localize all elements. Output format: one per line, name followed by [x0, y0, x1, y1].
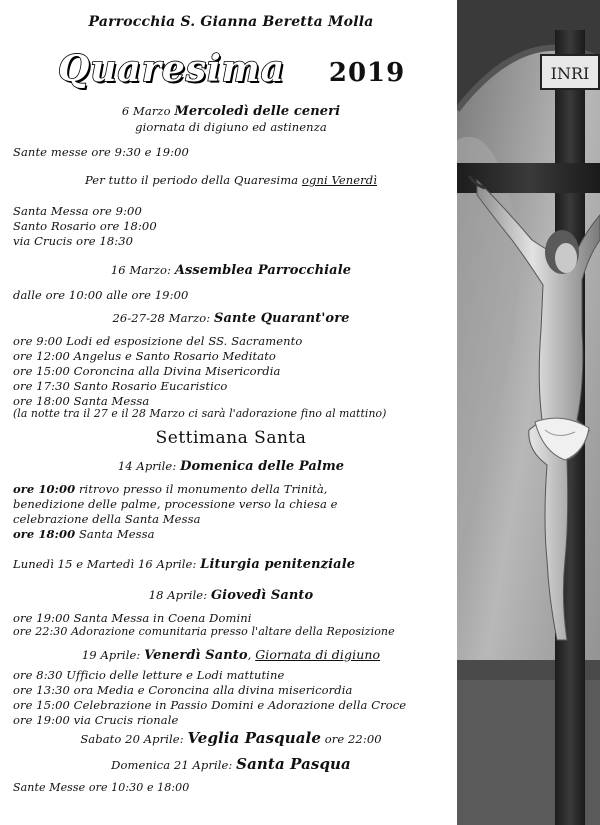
quarantore-date: 26-27-28 Marzo:	[112, 311, 211, 325]
easter-vigil-time: ore 22:00	[324, 732, 382, 746]
inri-text: INRI	[550, 64, 590, 83]
quarantore-line: ore 9:00 Lodi ed esposizione del SS. Sacramento	[13, 334, 303, 348]
assembly-time: dalle ore 10:00 alle ore 19:00	[13, 288, 189, 302]
palm-sunday-time: ore 18:00	[13, 527, 76, 541]
fridays-heading	[0, 173, 462, 187]
holy-thursday-heading	[0, 588, 462, 603]
good-friday-line: ore 19:00 via Crucis rionale	[13, 713, 179, 727]
holy-thursday-date: 18 Aprile:	[148, 588, 208, 602]
penitential-heading	[13, 557, 355, 572]
palm-sunday-line	[13, 482, 328, 496]
good-friday-date: 19 Aprile:	[81, 648, 141, 662]
ash-wednesday-note: giornata di digiuno ed astinenza	[135, 120, 327, 134]
easter-vigil-date: Sabato 20 Aprile:	[80, 732, 184, 746]
good-friday-line: ore 13:30 ora Media e Coroncina alla divina misericordia	[13, 683, 353, 697]
holy-week-title: Settimana Santa	[155, 428, 307, 448]
fridays-highlight: ogni Venerdì	[301, 173, 377, 187]
assembly-date: 16 Marzo:	[110, 263, 172, 277]
easter-vigil-name: Veglia Pasquale	[187, 729, 321, 747]
easter-masses: Sante Messe ore 10:30 e 18:00	[13, 781, 190, 794]
quarantore-line: ore 18:00 Santa Messa	[13, 394, 150, 408]
quarantore-note: (la notte tra il 27 e il 28 Marzo ci sarà l'adorazione fino al mattino)	[13, 407, 387, 420]
easter-vigil-heading	[0, 729, 462, 747]
palm-sunday-heading	[0, 459, 462, 474]
palm-sunday-text: ritrovo presso il monumento della Trinità,	[75, 482, 328, 496]
quarantore-line: ore 17:30 Santo Rosario Eucaristico	[13, 379, 228, 393]
fridays-intro: Per tutto il periodo della Quaresima	[84, 173, 299, 187]
assembly-heading	[0, 263, 462, 278]
ash-wednesday-date: 6 Marzo	[121, 104, 171, 118]
title-text: Quaresima	[58, 48, 286, 90]
title-year: 2019	[328, 58, 406, 88]
penitential-name: Liturgia penitenziale	[200, 557, 356, 572]
fridays-line: via Crucis ore 18:30	[13, 234, 134, 248]
ash-wednesday-name: Mercoledì delle ceneri	[174, 104, 341, 119]
good-friday-heading	[0, 647, 462, 663]
crucifix-image	[457, 0, 600, 825]
holy-thursday-line: ore 19:00 Santa Messa in Coena Domini	[13, 611, 252, 625]
palm-sunday-time: ore 10:00	[13, 482, 76, 496]
good-friday-line: ore 15:00 Celebrazione in Passio Domini e Adorazione della Croce	[13, 698, 407, 712]
ash-wednesday-masses: Sante messe ore 9:30 e 19:00	[13, 145, 189, 159]
fridays-line: Santa Messa ore 9:00	[13, 204, 142, 218]
good-friday-line: ore 8:30 Ufficio delle letture e Lodi mattutine	[13, 668, 285, 682]
inri-plaque	[541, 55, 599, 89]
ash-wednesday-heading	[0, 104, 462, 119]
easter-heading	[0, 755, 462, 773]
quarantore-heading	[0, 311, 462, 326]
palm-sunday-line: celebrazione della Santa Messa	[13, 512, 201, 526]
good-friday-sep: ,	[247, 648, 252, 662]
holy-thursday-name: Giovedì Santo	[210, 588, 314, 603]
palm-sunday-line	[13, 527, 155, 541]
fridays-line: Santo Rosario ore 18:00	[13, 219, 157, 233]
palm-sunday-line: benedizione delle palme, processione verso la chiesa e	[13, 497, 338, 511]
palm-sunday-date: 14 Aprile:	[117, 459, 177, 473]
assembly-name: Assemblea Parrocchiale	[174, 263, 352, 278]
palm-sunday-text: Santa Messa	[75, 527, 155, 541]
easter-name: Santa Pasqua	[236, 755, 351, 773]
palm-sunday-name: Domenica delle Palme	[180, 459, 345, 474]
easter-date: Domenica 21 Aprile:	[111, 758, 233, 772]
good-friday-name: Venerdì Santo	[144, 648, 248, 663]
parish-name: Parrocchia S. Gianna Beretta Molla	[88, 14, 374, 30]
holy-thursday-line: ore 22:30 Adorazione comunitaria presso l'altare della Reposizione	[13, 625, 395, 638]
quarantore-line: ore 12:00 Angelus e Santo Rosario Meditato	[13, 349, 276, 363]
flyer-title	[58, 48, 405, 90]
quarantore-name: Sante Quarant'ore	[214, 311, 350, 326]
quarantore-line: ore 15:00 Coroncina alla Divina Misericordia	[13, 364, 281, 378]
good-friday-fast: Giornata di digiuno	[255, 647, 381, 662]
penitential-date: Lunedì 15 e Martedì 16 Aprile:	[13, 557, 197, 571]
